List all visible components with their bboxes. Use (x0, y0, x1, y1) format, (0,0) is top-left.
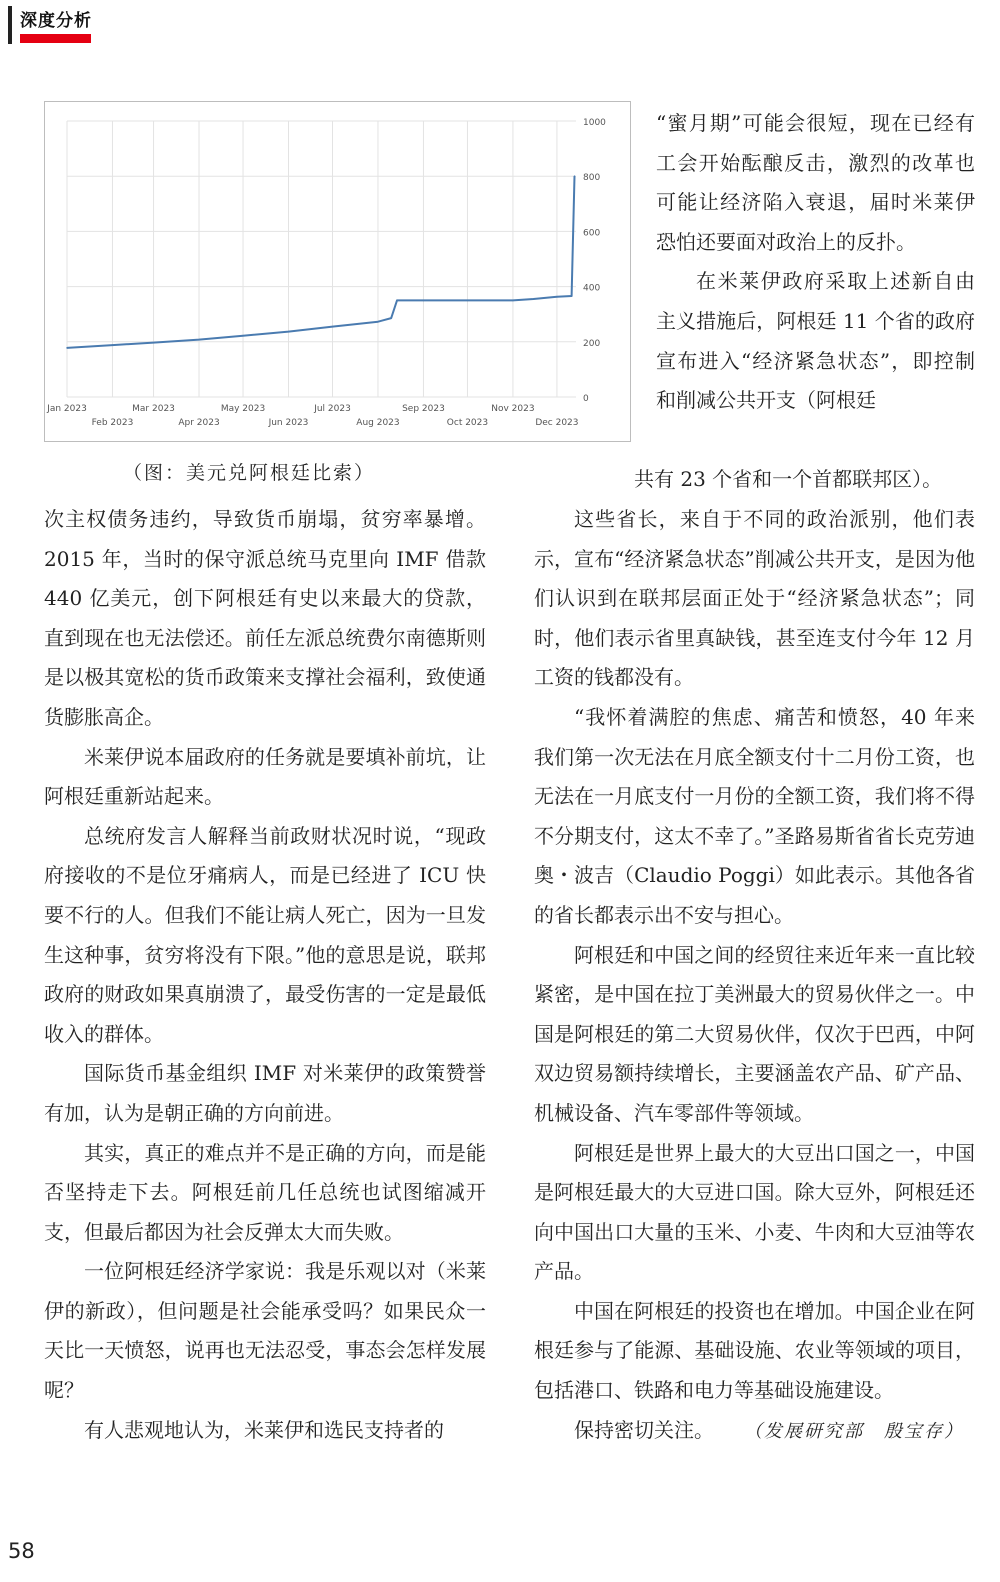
x-tick-label: Mar 2023 (132, 404, 175, 414)
paragraph: “我怀着满腔的焦虑、痛苦和愤怒，40 年来我们第一次无法在月底全额支付十二月份工资，也无法在一月底支付一月份的全额工资，我们将不得不分期支付，这太不幸了。”圣路易斯省省长克劳迪奥・波吉（Claudio Poggi）如此表示。其他各省的省长都表示出不安与担心。 (534, 704, 975, 927)
paragraph: 中国在阿根廷的投资也在增加。中国企业在阿根廷参与了能源、基础设施、农业等领域的项目，包括港口、铁路和电力等基础设施建设。 (534, 1298, 975, 1403)
data-point (377, 321, 379, 323)
paragraph: 国际货币基金组织 IMF 对米莱伊的政策赞誉有加，认为是朝正确的方向前进。 (44, 1061, 486, 1125)
data-point (66, 347, 68, 349)
data-point (332, 326, 334, 328)
data-point (512, 300, 514, 302)
x-tick-label: Sep 2023 (402, 404, 445, 414)
exchange-rate-chart (44, 101, 631, 442)
y-tick-label: 800 (583, 173, 601, 184)
data-point (153, 342, 155, 344)
data-point (467, 300, 469, 302)
data-point (574, 175, 576, 177)
closing-paragraph (534, 1411, 975, 1452)
right-column (534, 500, 975, 1451)
data-point (112, 344, 114, 346)
paragraph: 一位阿根廷经济学家说：我是乐观以对（米莱伊的新政），但问题是社会能承受吗？如果民众一天比一天愤怒，说再也无法忍受，事态会怎样发展呢？ (44, 1259, 486, 1403)
y-tick-label: 400 (583, 283, 601, 294)
author-signature: （发展研究部 殷宝存） (744, 1420, 964, 1442)
wrap-paragraph: 在米莱伊政府采取上述新自由主义措施后，阿根廷 11 个省的政府宣布进入“经济紧急状态”，即控制和削减公共开支（阿根廷 (656, 269, 975, 413)
chart-svg (45, 102, 630, 441)
chart-caption: （图：美元兑阿根廷比索） (122, 462, 375, 484)
paragraph: 阿根廷和中国之间的经贸往来近年来一直比较紧密，是中国在拉丁美洲最大的贸易伙伴之一。中国是阿根廷的第二大贸易伙伴，仅次于巴西，中阿双边贸易额持续增长，主要涵盖农产品、矿产品、机械设备、汽车零部件等领域。 (534, 942, 975, 1125)
x-tick-label: Aug 2023 (356, 418, 400, 428)
x-tick-label: Jul 2023 (314, 404, 351, 414)
data-point (571, 295, 573, 297)
wrap-paragraph: “蜜月期”可能会很短，现在已经有工会开始酝酿反击，激烈的改革也可能让经济陷入衰退，届时米莱伊恐怕还要面对政治上的反扑。 (656, 111, 975, 254)
series-line (67, 176, 575, 348)
paragraph: 其实，真正的难点并不是正确的方向，而是能否坚持走下去。阿根廷前几任总统也试图缩减开支，但最后都因为社会反弹太大而失败。 (44, 1140, 486, 1244)
data-point (198, 339, 200, 341)
left-column (44, 500, 486, 1450)
section-marker (8, 6, 12, 44)
paragraph: 有人悲观地认为，米莱伊和选民支持者的 (84, 1417, 444, 1442)
y-tick-label: 1000 (583, 118, 606, 128)
paragraph: 次主权债务违约，导致货币崩塌，贫穷率暴增。2015 年，当时的保守派总统马克里向 IMF 借款 440 亿美元，创下阿根廷有史以来最大的贷款，直到现在也无法偿还。前任左派总统费尔南德斯则是以极其宽松的货币政策来支撑社会福利，致使通货膨胀高企。 (44, 507, 486, 729)
x-tick-label: Jan 2023 (47, 404, 87, 414)
y-tick-label: 600 (583, 228, 601, 239)
x-tick-label: May 2023 (220, 404, 266, 414)
x-tick-label: Apr 2023 (178, 418, 220, 428)
x-tick-label: Oct 2023 (446, 418, 489, 428)
paragraph: 米莱伊说本届政府的任务就是要填补前坑，让阿根廷重新站起来。 (44, 744, 486, 809)
y-tick-label: 0 (583, 394, 589, 404)
data-point (533, 298, 535, 300)
x-tick-label: Jun 2023 (268, 418, 309, 428)
y-tick-label: 200 (583, 338, 601, 349)
data-point (423, 300, 425, 302)
x-tick-label: Dec 2023 (535, 418, 579, 428)
section-underline (20, 34, 91, 43)
wrap-top-text (656, 104, 975, 421)
paragraph: 总统府发言人解释当前政财状况时说，“现政府接收的不是位牙痛病人，而是已经进了 ICU 快要不行的人。但我们不能让病人死亡，因为一旦发生这种事，贫穷将没有下限。”他的意思是说，联邦政府的财政如果真崩溃了，最受伤害的一定是最低收入的群体。 (44, 823, 486, 1046)
data-point (396, 300, 398, 302)
x-tick-label: Nov 2023 (491, 404, 535, 414)
section-title: 深度分析 (20, 11, 92, 31)
paragraph: 阿根廷是世界上最大的大豆出口国之一，中国是阿根廷最大的大豆进口国。除大豆外，阿根廷还向中国出口大量的玉米、小麦、牛肉和大豆油等农产品。 (534, 1140, 975, 1284)
closing-text: 保持密切关注。 (574, 1417, 714, 1442)
wrap-paragraph: 共有 23 个省和一个首都联邦区）。 (634, 467, 943, 491)
paragraph: 这些省长，来自于不同的政治派别，他们表示，宣布“经济紧急状态”削减公共开支，是因为他们认识到在联邦层面正处于“经济紧急状态”；同时，他们表示省里真缺钱，甚至连支付今年 12 月工资的钱都没有。 (534, 507, 975, 690)
data-point (390, 317, 392, 319)
page-number: 58 (8, 1539, 35, 1563)
data-point (288, 331, 290, 333)
data-point (556, 296, 558, 298)
wrap-tail-text (634, 460, 975, 500)
data-point (242, 335, 244, 337)
x-tick-label: Feb 2023 (91, 418, 134, 428)
